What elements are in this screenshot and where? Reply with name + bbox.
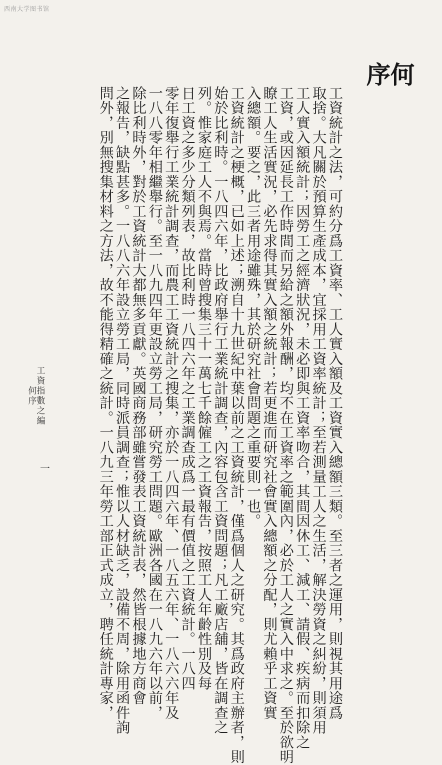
text-column: 瞭工人生活實況，必先求得其實入額之統計；若更進而研究社會實入總額之分配，則尤賴乎工資實: [261, 86, 278, 721]
text-column: 列。惟家庭工人不與焉。當時曾搜集三十一萬七千餘僱工之工資報告，按照工人年齡性別及每: [196, 86, 212, 691]
text-column: 之報告，缺點甚多。一八八六年設立勞工局，同時派員調查；惟以人材缺乏，設備不周，除用函件詢: [114, 86, 131, 735]
text-column: 工資，或因延長工作時間而另給之額外報酬，均不在工資率之範圍內，必於工人之實入中求之。至於欲明: [277, 86, 294, 765]
page-number: 一: [40, 464, 50, 475]
page-footer: [27, 366, 44, 426]
page-title: 何序: [362, 62, 415, 98]
library-stamp: 西南大学图书馆: [4, 6, 50, 13]
text-column: 始於比利時。一八四六年，比政府舉行工業統計調查，內容包含工資問題；凡工廠店舖，皆在調查之: [212, 86, 229, 735]
text-column: 入總額。要之，此三者用途雖殊，其於研究社會問題之重要則一也。: [245, 86, 262, 529]
text-column: 日工資之多少分類列表，故比利時一八四六年之工業調查成爲一最有價值之工資統計。一八四: [179, 86, 196, 691]
text-column: 取捨。大凡關於預算生產成本，宜採用工資率統計；至若測量工人之生活，解決勞資之糾紛，則須用: [310, 86, 327, 735]
text-column: 除比利時外，對於工資統計大都無多貢獻。英國商務部雖嘗發表工資統計表，然皆根據地方商會: [130, 86, 147, 706]
section-name: 何序: [26, 386, 37, 406]
text-column: 工資統計之法，可約分爲工資率、工人實入額及工資實入總額三類。至三者之運用，則視其用途爲: [327, 86, 343, 721]
text-column: 零年復舉行工業統計調查，而農工工資統計之搜集，亦於一八四六年、一八五六年、一八六六年及: [163, 86, 180, 721]
text-column: 一八八零年相繼舉行。至一八九四年更設立勞工局，研究勞工問題。歐洲各國在一八九六年以前，: [146, 86, 163, 721]
body-text: [70, 86, 343, 765]
book-name: 工資指數之編: [35, 366, 45, 426]
text-column: 問外，別無搜集材料之方法，故不能得精確之統計。一八九三年勞工部正式成立，聘任統計專家，: [97, 86, 114, 721]
text-column: 工人實入額統計；因勞工之經濟狀況，未必即與工資率吻合，其間因休工、減工、請假、疾病而扣除之: [294, 86, 311, 750]
text-column: 工資統計之梗概，已如上述；溯自十九世紀中葉以前之工資統計，僅爲個人之研究。其爲政府主辦者，則: [228, 86, 245, 765]
